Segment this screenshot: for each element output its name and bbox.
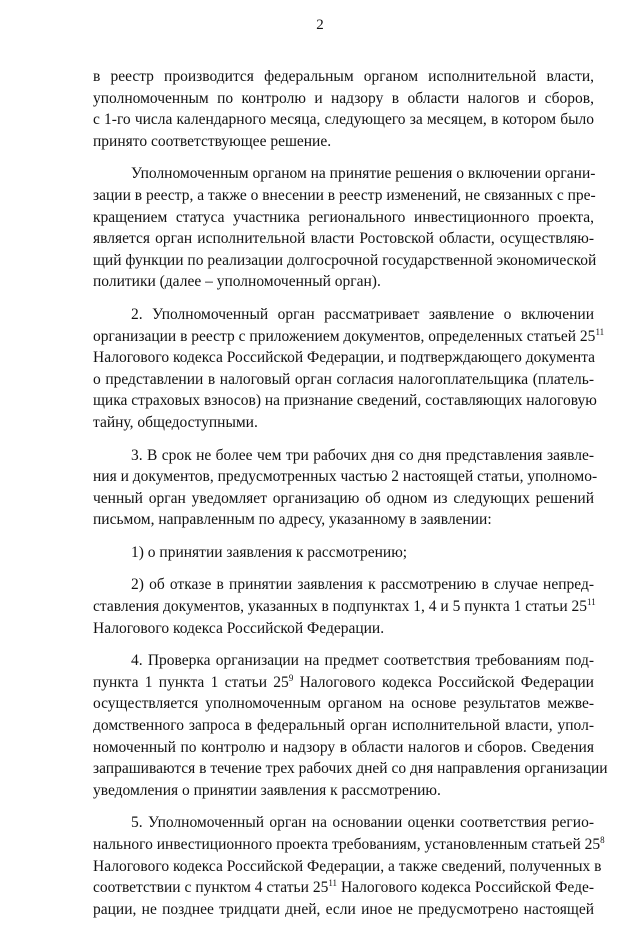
text-line xyxy=(93,250,597,272)
text-line xyxy=(93,445,594,467)
text-line xyxy=(93,856,602,878)
document-body xyxy=(93,66,608,931)
line-text: Уполномоченным органом на принятие решения о включении органи- xyxy=(131,165,596,183)
line-text: рации, не позднее тридцати дней, если иное не предусмотрено настоящей xyxy=(93,900,594,918)
text-line xyxy=(93,131,594,153)
text-line xyxy=(93,672,594,694)
text-line xyxy=(93,347,594,369)
paragraph xyxy=(93,66,594,152)
line-text: политики (далее – уполномоченный орган). xyxy=(93,273,381,291)
text-line xyxy=(93,877,594,899)
paragraph xyxy=(93,304,605,434)
text-line xyxy=(93,207,594,229)
line-text-tail: Налогового кодекса Российской Феде- xyxy=(337,879,594,897)
line-text: с 1-го числа календарного месяца, следующего за месяцем, в котором было xyxy=(93,111,594,129)
text-line xyxy=(93,715,594,737)
line-text: ния и документов, предусмотренных частью 2 настоящей статьи, уполномо- xyxy=(93,468,598,486)
text-line xyxy=(93,899,594,921)
text-line xyxy=(93,737,594,759)
paragraph xyxy=(93,163,597,293)
line-text: ставления документов, указанных в подпунктах 1, 4 и 5 пункта 1 статьи 25 xyxy=(93,598,588,616)
text-line xyxy=(93,163,594,185)
line-text: щий функции по реализации долгосрочной государственной экономической xyxy=(93,251,597,269)
paragraph xyxy=(93,574,594,639)
line-text: домственного запроса в федеральный орган исполнительной власти, упол- xyxy=(93,717,594,735)
text-line xyxy=(93,834,605,856)
line-text: 3. В срок не более чем три рабочих дня со дня представления заявле- xyxy=(131,446,594,464)
paragraph xyxy=(93,542,594,564)
line-text: принято соответствующее решение. xyxy=(93,132,332,150)
line-text: ченный орган уведомляет организацию об одном из следующих решений xyxy=(93,489,594,507)
text-line xyxy=(93,466,598,488)
line-text: 2) об отказе в принятии заявления к рассмотрению в случае непред- xyxy=(131,576,594,594)
line-text: запрашиваются в течение трех рабочих дней со дня направления организации xyxy=(93,760,608,778)
superscript: 8 xyxy=(600,835,605,845)
line-text: Налогового кодекса Российской Федерации. xyxy=(93,619,385,637)
line-text: уведомления о принятии заявления к рассмотрению. xyxy=(93,781,441,799)
text-line xyxy=(93,618,594,640)
line-text: Налогового кодекса Российской Федерации, а также сведений, полученных в xyxy=(93,857,602,875)
text-line xyxy=(93,758,608,780)
text-line xyxy=(93,542,594,564)
text-line xyxy=(93,228,594,250)
superscript: 11 xyxy=(595,326,605,337)
line-text: пункта 1 пункта 1 статьи 25 xyxy=(93,673,289,691)
line-text: о представлении в налоговый орган согласия налогоплательщика (платель- xyxy=(93,370,594,388)
line-text: 1) о принятии заявления к рассмотрению; xyxy=(131,543,408,561)
text-line xyxy=(93,109,594,131)
text-line xyxy=(93,780,594,802)
text-line xyxy=(93,304,594,326)
line-text: является орган исполнительной власти Ростовской области, осуществляю- xyxy=(93,230,594,248)
text-line xyxy=(93,596,594,618)
line-text: номоченный по контролю и надзору в области налогов и сборов. Сведения xyxy=(93,738,594,756)
text-line xyxy=(93,369,594,391)
text-line xyxy=(93,271,594,293)
text-line xyxy=(93,650,594,672)
page-number: 2 xyxy=(316,17,324,33)
line-text-tail: Налогового кодекса Российской Федерации xyxy=(293,673,594,691)
text-line xyxy=(93,390,597,412)
text-line xyxy=(93,88,594,110)
line-text: в реестр производится федеральным органом исполнительной власти, xyxy=(93,68,594,85)
text-line xyxy=(93,693,594,715)
superscript: 11 xyxy=(587,597,596,608)
text-line xyxy=(93,326,605,348)
paragraph xyxy=(93,812,605,920)
line-text: уполномоченным по контролю и надзору в области налогов и сборов, xyxy=(93,89,594,107)
superscript: 9 xyxy=(288,672,294,683)
line-text: тайну, общедоступными. xyxy=(93,413,258,431)
line-text: организации в реестр с приложением документов, определенных статьей 25 xyxy=(93,327,596,345)
text-line xyxy=(93,812,594,834)
line-text: зации в реестр, а также о внесении в реестр изменений, не связанных с пре- xyxy=(93,186,596,204)
superscript: 11 xyxy=(328,878,338,889)
line-text: письмом, направленным по адресу, указанному в заявлении: xyxy=(93,511,492,529)
line-text: кращением статуса участника регионального инвестиционного проекта, xyxy=(93,208,594,226)
line-text: осуществляется уполномоченным органом на основе результатов межве- xyxy=(93,695,594,713)
line-text: 5. Уполномоченный орган на основании оценки соответствия регио- xyxy=(131,814,594,832)
text-line xyxy=(93,185,594,207)
paragraph xyxy=(93,650,608,801)
text-line xyxy=(93,412,594,434)
text-line xyxy=(93,66,594,88)
text-line xyxy=(93,509,594,531)
line-text: Налогового кодекса Российской Федерации, и подтверждающего документа xyxy=(93,349,596,367)
text-line xyxy=(93,574,594,596)
line-text: нального инвестиционного проекта требованиям, установленным статьей 25 xyxy=(93,836,601,853)
text-line xyxy=(93,488,594,510)
line-text: соответствии с пунктом 4 статьи 25 xyxy=(93,879,329,897)
paragraph xyxy=(93,445,598,531)
line-text: 4. Проверка организации на предмет соответствия требованиям под- xyxy=(131,652,594,670)
line-text: щика страховых взносов) на признание сведений, составляющих налоговую xyxy=(93,392,597,410)
line-text: 2. Уполномоченный орган рассматривает заявление о включении xyxy=(131,305,594,323)
